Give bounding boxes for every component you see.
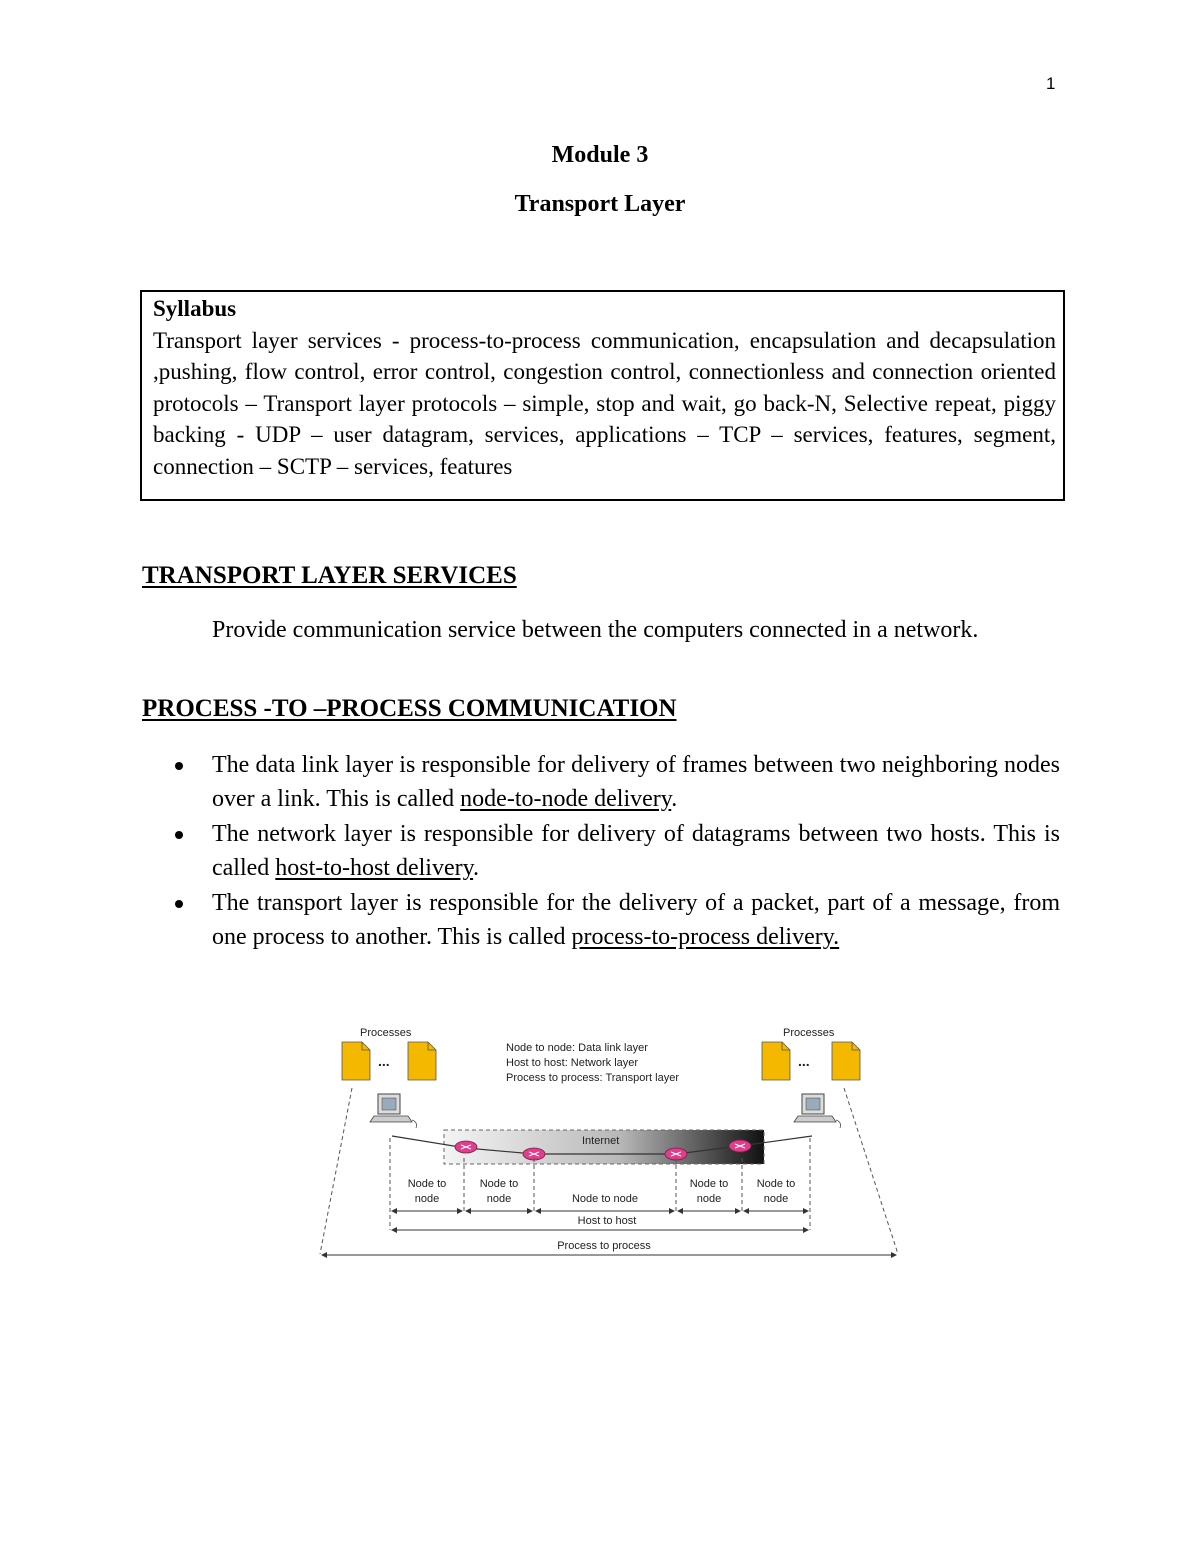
segment-label: Node to <box>407 1178 447 1190</box>
bullet-text: The transport layer is responsible for the delivery of a packet, part of a message, from one process to another. This is called <box>212 890 1060 950</box>
file-icon <box>762 1042 790 1080</box>
internet-label: Internet <box>582 1135 620 1147</box>
segment-label: Node to node <box>571 1193 639 1205</box>
computer-icon <box>794 1094 841 1128</box>
bullet-item <box>142 817 1060 885</box>
bullet-item <box>142 748 1060 816</box>
file-icon <box>832 1042 860 1080</box>
bullet-item <box>142 886 1060 954</box>
router-icon <box>729 1140 751 1152</box>
syllabus-text: Transport layer services - process-to-process communication, encapsulation and decapsulation ,pushing, flow control, error control, congestion control, connectionless and connection oriented protocols – Transport layer protocols – simple, stop and wait, go back-N, Selective repeat, piggy backing - UDP – user datagram, services, applications – TCP – services, features, segment, connection – SCTP – services, features <box>153 327 1056 479</box>
segment-label: node <box>486 1193 512 1205</box>
file-icon <box>408 1042 436 1080</box>
segment-label: node <box>696 1193 722 1205</box>
section-paragraph: Provide communication service between the computers connected in a network. <box>212 617 979 643</box>
router-icon <box>455 1141 477 1153</box>
syllabus-heading: Syllabus <box>153 296 237 321</box>
module-subtitle: Transport Layer <box>514 191 686 217</box>
bullet-text-end: . <box>473 855 480 881</box>
segment-label: node <box>763 1193 789 1205</box>
module-title: Module 3 <box>551 142 649 168</box>
computer-icon <box>370 1094 417 1128</box>
segment-label: node <box>414 1193 440 1205</box>
legend-process-to-process: Process to process: Transport layer <box>506 1072 680 1084</box>
ellipsis-left: ... <box>378 1053 390 1069</box>
bullet-icon <box>175 831 183 839</box>
segment-label: Node to <box>756 1178 796 1190</box>
file-icon <box>342 1042 370 1080</box>
page-number: 1 <box>1046 74 1056 93</box>
bullet-icon <box>175 900 183 908</box>
segment-label: Node to <box>479 1178 519 1190</box>
legend-host-to-host: Host to host: Network layer <box>506 1057 639 1069</box>
process-communication-diagram <box>312 1018 912 1268</box>
bullet-text: The data link layer is responsible for delivery of frames between two neighboring nodes over a link. This is called <box>212 752 1060 812</box>
section-heading-transport-services: TRANSPORT LAYER SERVICES <box>142 562 517 589</box>
syllabus-box <box>140 290 1065 501</box>
bullet-icon <box>175 762 183 770</box>
bullet-list <box>142 748 1060 955</box>
ellipsis-right: ... <box>798 1053 810 1069</box>
processes-label-right: Processes <box>783 1027 835 1039</box>
section-heading-process-communication: PROCESS -TO –PROCESS COMMUNICATION <box>142 695 677 722</box>
bullet-term: host-to-host delivery <box>275 855 474 881</box>
bullet-text: The network layer is responsible for delivery of datagrams between two hosts. This is called <box>212 821 1060 881</box>
bullet-text-end: . <box>671 786 678 812</box>
legend-node-to-node: Node to node: Data link layer <box>506 1042 648 1054</box>
bullet-term: process-to-process delivery. <box>571 924 840 950</box>
processes-label-left: Processes <box>360 1027 412 1039</box>
segment-label: Node to <box>689 1178 729 1190</box>
host-to-host-label: Host to host <box>577 1215 637 1227</box>
bullet-term: node-to-node delivery <box>460 786 672 812</box>
process-to-process-label: Process to process <box>557 1240 651 1252</box>
